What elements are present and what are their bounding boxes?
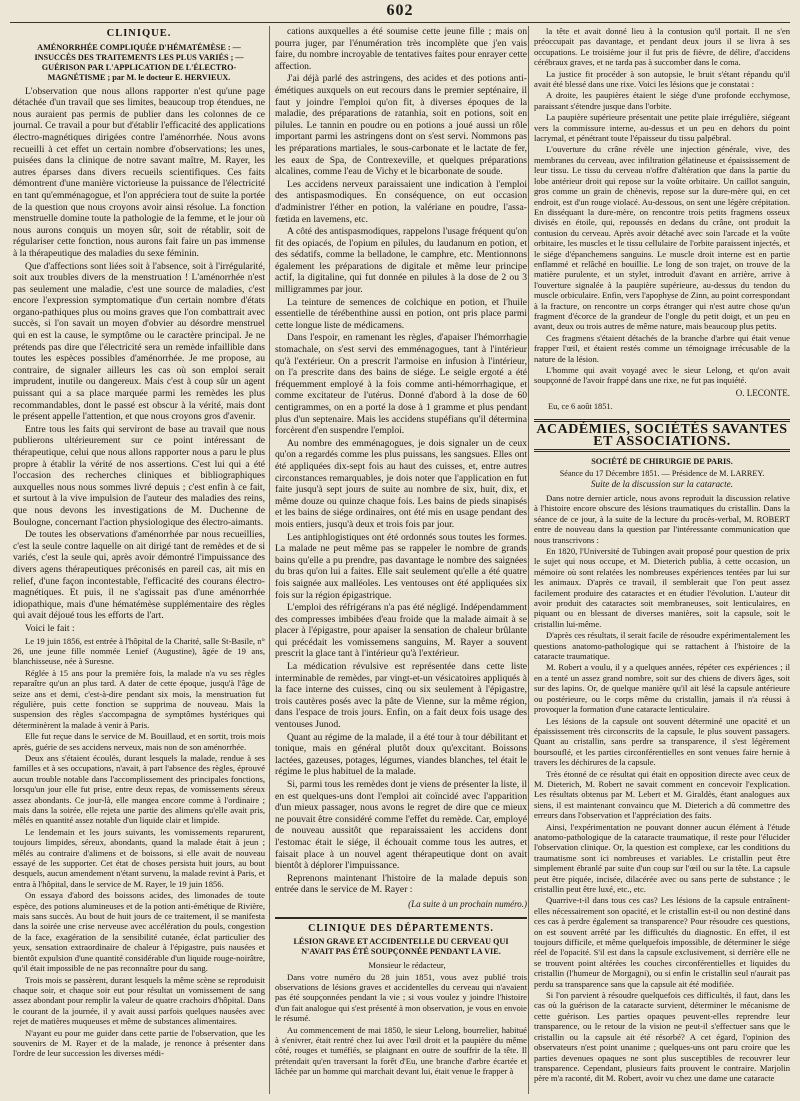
paragraph: Voici le fait : <box>25 622 75 634</box>
paragraph: On essaya d'abord des boissons acides, des limonades de toute espèce, des potions alumineuses et de la potion anti-émétique de Rivière, mais sans succès. Au bout de huit jours de ce traitement, il se manifesta dans la soirée une crise nerveuse avec accélération du pouls, congestion de la face, exagération de la sensibilité cutanée, éclat particulier des yeux, sensation extraordinaire de chaleur à l'épigastre, puis nausées et bientôt expulsion d'une quantité considérable d'un liquide rouge-noirâtre, qu'il était impossible de ne pas reconnaître pour du sang. <box>13 890 265 974</box>
paragraph: L'homme qui avait voyagé avec le sieur Lelong, et qu'on avait soupçonné de l'avoir frappé dans une rixe, ne fut pas inquiété. <box>534 365 790 386</box>
section-rule <box>275 917 527 919</box>
paragraph: Les accidens nerveux paraissaient une indication à l'emploi des antispasmodiques. En conséquence, on eut occasion d'administrer l'éther en potion, la valériane en poudre, l'assa-fœtida en lavemens, etc. <box>275 178 527 225</box>
paragraph: En 1820, l'Université de Tubingen avait proposé pour question de prix le sujet qui nous occupe, et M. Dieterich publia, à cette occasion, un mémoire où sont relatées les nombreuses expériences tentées par lui sur les animaux. D'après ce travail, il semblerait que l'on peut assez facilement produire des cataractes et en étudier l'évolution. L'auteur dit avoir produit des cataractes soit membraneuses, soit lenticulaires, en piquant ou en blessant de diverses manières, soit la capsule, soit le cristallin lui-même. <box>534 546 790 629</box>
paragraph: Ainsi, l'expérimentation ne pouvant donner aucun élément à l'étude anatomo-pathologique de la cataracte traumatique, il reste pour l'élucider l'observation clinique. Or, la question est complexe, car les conditions du traumatisme sont ici nombreuses et variables. Le cristallin peut être simplement ébranlé par suite d'un coup sur l'œil ou sur la tête. La capsule peut être piquée, incisée, dilacérée avec ou sans perte de substance ; le cristallin peut être luxé, etc., etc. <box>534 821 790 894</box>
discussion-subtitle: Suite de la discussion sur la cataracte. <box>590 479 734 490</box>
article-body <box>13 86 265 635</box>
column-3 <box>534 26 790 1094</box>
paragraph: La justice fit procéder à son autopsie, le bruit s'étant répandu qu'il avait été blessé dans une rixe. Voici les lésions que je constatai : <box>534 68 790 90</box>
paragraph: La teinture de semences de colchique en potion, et l'huile essentielle de térébenthine aussi en potion, ont pris place parmi cette longue liste de médicamens. <box>275 296 527 331</box>
paragraph: Trois mois se passèrent, durant lesquels la même scène se reproduisit chaque soir, et chaque soir eut pour résultat un vomissement de sang assez abondant pour remplir la valeur de quatre crachoirs d'hôpital. Dans le courant de la journée, il y avait aussi parfois quelques nausées avec rejet de matières muqueuses et même de substances alimentaires. <box>13 974 265 1027</box>
paragraph: Au commencement de mai 1850, le sieur Lelong, bourrelier, habitué à s'enivrer, était rentré chez lui avec l'œil droit et la paupière du même côté, rouges et tuméfiés, se plaignant en outre de souffrir de la tête. Il prétendait qu'en traversant la forêt d'Eu, une branche d'arbre écartée et lâchée par un homme qui marchait devant lui, était venue le frapper à <box>275 1024 527 1077</box>
paragraph: Que d'affections sont liées soit à l'absence, soit à l'irrégularité, soit aux troubles divers de la menstruation ! L'aménorrhée n'est pas seulement une maladie, c'est une source de maladies, c'est encore l'expression symptomatique d'un certain nombre d'états organo-pathiques plus ou moins graves que l'on combattrait avec succès, si l'on savait un moyen d'obvier au désordre menstruel qui en est la cause, le symptôme ou le caractère principal. Je ne prétends pas dire que l'électricité sera un remède infaillible dans toutes les espèces possibles d'aménorrhée. Je me propose, au contraire, de signaler ailleurs les cas où son emploi serait imprudent, inutile ou dangereux. Mais c'est à coup sûr un agent puissant qui a sa place marquée parmi les remèdes les plus recommandables, dont le passé est obscur à la vérité, mais dont le présent appelle l'attention, et que nous croyons gros d'avenir. <box>13 260 265 423</box>
paragraph: Réglée à 15 ans pour la première fois, la malade n'a vu ses règles reparaître qu'un an plus tard. A dater de cette époque, jusqu'à l'âge de seize ans et demi, c'est-à-dire pendant six mois, la menstruation fut régulière, puis cette fonction se supprima de nouveau. Mais la suspension des règles s'accompagna de symptômes hystériques qui déterminèrent la malade à venir à Paris. <box>13 667 265 730</box>
paragraph: De toutes les observations d'aménorrhée par nous recueillies, c'est la seule contre laquelle on ait dirigé tant de remèdes et de si variés, c'est la seule qui, après avoir démontré l'impuissance des divers agens thérapeutiques préconisés en pareil cas, ait mis en relief, d'une façon incontestable, l'efficacité des courans électro-magnétiques. Et puis, il ne s'agissait pas d'une aménorrhée idiopathique, mais d'une hématémèse supplémentaire des règles qui avait déjoué tous les efforts de l'art. <box>13 529 265 622</box>
paragraph: La paupière supérieure présentait une petite plaie irrégulière, siégeant vers la commissure interne, au-dessus et un peu en dehors du point lacrymal, et pénétrant toute l'épaisseur du tissu palpébral. <box>534 112 790 144</box>
paragraph: Le lendemain et les jours suivants, les vomissements reparurent, toujours limpides, séreux, abondants, quand la malade était à jeun ; mêlés au contraire d'alimens et de boissons, si elle avait de nouveau essayé de les supporter. Cet état de choses persista huit jours, au bout desquels, aucun amendement n'étant survenu, la malade revint à Paris, et entra à l'hôpital, dans le service de M. Rayer, le 19 juin 1856. <box>13 826 265 889</box>
paragraph: L'ouverture du crâne révèle une injection générale, vive, des membranes du cerveau, avec infiltration gélatineuse et épaississement de leur tissu. Le tissu du cerveau n'offre d'altération que dans la partie du lobe antérieur droit qui repose sur la voûte orbitaire. Un caillot sanguin, gros comme un grain de chènevis, repose sur la dure-mère qui, en cet endroit, est d'un rouge violacé. Au-dessous, on sent une légère crépitation. En disséquant la dure-mère, on rencontre trois petits fragmens osseux divisés en étoile, qui, repoussés en dedans du crâne, ont produit la contusion du cerveau. Après avoir détaché avec soin l'arcade et la voûte orbitaire, les muscles et le tissu cellulaire de l'orbite paraissent injectés, et le siége d'épanchemens sanguins. Le muscle droit interne est en partie enflammé et relâché en bouillie. Le long de son trajet, on trouve de la matière purulente, et un stylet, introduit d'avant en arrière, arrive à l'ouverture signalée à la paupière supérieure, au-dessus du tendon du muscle orbiculaire. Enfin, vers l'apophyse de Zinn, au point correspondant à la fracture, on rencontre un corps étranger qui n'est autre chose qu'un fragment d'écorce de la grandeur de l'ongle du petit doigt, et un peu en avant, deux ou trois autres de même nature, mais beaucoup plus petits. <box>534 144 790 332</box>
paragraph: Dans votre numéro du 28 juin 1851, vous avez publié trois observations de lésions graves et accidentelles du cerveau qui n'avaient pas été soupçonnées pendant la vie ; si vous voulez y joindre l'histoire d'un fait analogue qui s'est présenté à mon observation, je vous en envoie le résumé. <box>275 971 527 1024</box>
paragraph: Très étonné de ce résultat qui était en opposition directe avec ceux de M. Dieterich, M. Robert ne savait comment en concevoir l'explication. Les résultats obtenus par M. Lebert et M. Giraldès, étant analogues aux siens, il est maintenant convaincu que M. Dieterich a dû commettre des erreurs dans l'observation et l'appréciation des faits. <box>534 768 790 821</box>
column-2 <box>275 26 527 1094</box>
paragraph: la tête et avait donné lieu à la contusion qu'il portait. Il ne s'en préoccupait pas davantage, et pendant deux jours il se livra à ses occupations. Le troisième jour il fut pris de fièvre, de délire, d'accidens cérébraux graves, et ne tarda pas à succomber dans le coma. <box>534 26 790 68</box>
paragraph: Les lésions de la capsule ont souvent déterminé une opacité et un épaississement très circonscrits de la capsule, le plus souvent passagers. Quant au cristallin, sans perdre sa transparence, il s'est légèrement boursouflé, et les parties circonférentielles en sont venues faire hernie à travers les déchirures de la capsule. <box>534 715 790 768</box>
article-title-2: LÉSION GRAVE ET ACCIDENTELLE DU CERVEAU QUI N'AVAIT PAS ÉTÉ SOUPÇONNÉE PENDANT LA VIE. <box>293 937 509 957</box>
paragraph: Les antiphlogistiques ont été ordonnés sous toutes les formes. La malade ne peut même pas se rappeler le nombre de grands bains qu'elle a pu prendre, pas davantage le nombre des saignées du bras qu'on lui a faites. Elle sait seulement qu'elle a été quatre fois saignée aux malléoles. Les ventouses ont été appliquées six fois sur la région épigastrique. <box>275 531 527 601</box>
continued-note: (La suite à un prochain numéro.) <box>408 898 527 909</box>
column-divider <box>528 26 529 1094</box>
paragraph: Reprenons maintenant l'histoire de la malade depuis son entrée dans le service de M. Rayer : <box>275 872 527 896</box>
paragraph: D'après ces résultats, il serait facile de résoudre expérimentalement les questions anatomo-pathologique qui se rattachent à l'histoire de la cataracte traumatique. <box>534 630 790 662</box>
paragraph: Dans l'espoir, en ramenant les règles, d'apaiser l'hémorrhagie stomachale, on s'est servi des emménagogues, tant à l'intérieur qu'à l'extérieur. On a prescrit l'armoise en infusion à l'intérieur, on l'a prescrite dans des bains de siége. Le seigle ergoté a été fréquemment employé à la fois comme anti-hémorrhagique, et comme excitateur de l'utérus. Donné d'abord à la dose de 60 centigrammes, on en a porté la dose à 1 gramme et plus pendant plus d'un septenaire. Mais les accidens stupéfians qu'il détermina forcèrent d'en suspendre l'emploi. <box>275 332 527 437</box>
signature: O. LECONTE. <box>735 387 790 398</box>
letter-body-continued <box>534 26 790 386</box>
society-report <box>534 493 790 1084</box>
paragraph: Si l'on parvient à résoudre quelquefois ces difficultés, il faut, dans les cas où la guérison de la cataracte survient, déterminer le mécanisme de cette guérison. Les parties opaques peuvent-elles reprendre leur transparence, ou le retour de la vision ne peut-il s'effectuer sans que le cristallin ou la capsule ait été résorbé? A cet égard, l'opinion des observateurs n'est point unanime ; quelques-uns ont paru croire que les parties devenues opaques ne sont plus susceptibles de recouvrer leur transparence. Cependant, plusieurs faits prouvent le contraire. Marjolin père m'a raconté, dit M. Robert, avoir vu chez une dame une cataracte <box>534 990 790 1084</box>
paragraph: cations auxquelles a été soumise cette jeune fille ; mais on pourra juger, par l'énumération très incomplète que j'en vais faire, du nombre incroyable de tentatives faites pour enrayer cette affection. <box>275 26 527 72</box>
society-name: SOCIÉTÉ DE CHIRURGIE DE PARIS. <box>591 457 733 467</box>
section-heading-departements: CLINIQUE DES DÉPARTEMENTS. <box>308 922 494 934</box>
page-number: 602 <box>386 2 414 19</box>
paragraph: A côté des antispasmodiques, rappelons l'usage fréquent qu'on fit des opiacés, de l'opium en pilules, du laudanum en potion, et des sédatifs, comme la belladone, le camphre, etc. Mentionnons également les préparations de digitale et même leur principe actif, la digitaline, qui fut donnée en pilules à la dose de 2 ou 3 milligrammes par jour. <box>275 226 527 296</box>
paragraph: Dans notre dernier article, nous avons reproduit la discussion relative à l'histoire encore obscure des lésions traumatiques du cristallin. Dans la séance de ce jour, à la suite de la lecture du procès-verbal, M. ROBERT entre de nouveau dans la question par l'intéressante communication que nous transcrivons : <box>534 492 790 545</box>
salutation: Monsieur le rédacteur, <box>368 960 446 971</box>
article-body-continued <box>275 26 527 896</box>
paragraph: Quarrive-t-il dans tous ces cas? Les lésions de la capsule entraînent-elles nécessairement son opacité, et le cristallin est-il ou non destiné dans ces cas à perdre également sa transparence? Pour résoudre ces questions, on est souvent arrêté par les difficultés du diagnostic. En effet, il est toujours difficile, et même quelquefois impossible, de déterminer le siége réel de l'opacité. S'il est dans la capsule exclusivement, si derrière elle ne se trouvent point altérées les couches circonférentielles et liquides du cristallin (l'humeur de Morgagni), ou si enfin le cristallin seul n'aurait pas perdu sa transparence sans que la capsule ait été modifiée. <box>534 895 790 989</box>
paragraph: La médication révulsive est représentée dans cette liste interminable de remèdes, par vingt-et-un vésicatoires appliqués à la face interne des cuisses, cinq ou six seulement à l'épigastre, trois cautères posés avec la pâte de Vienne, sur la même région, dans l'espace de trois jours. Enfin, on a fait deux fois usage des ventouses Junod. <box>275 661 527 731</box>
paragraph: L'emploi des réfrigérans n'a pas été négligé. Indépendamment des compresses imbibées d'eau froide que la malade aimait à se placer à l'épigastre, pour apaiser la sensation de chaleur brûlante qui précédait les vomissemens sanguins, M. Rayer a souvent prescrit la glace tant à l'intérieur qu'à l'extérieur. <box>275 602 527 660</box>
section-heading-clinique: CLINIQUE. <box>106 28 172 39</box>
paragraph: L'observation que nous allons rapporter n'est qu'une page détachée d'un travail que ses limites, beaucoup trop étendues, ne nous auraient pas permis de publier dans les colonnes de ce journal. Ce travail a pour but d'établir l'efficacité des applications électro-magnétiques dirigées contre l'aménorrhée. Nous avons recueilli à cet effet un certain nombre d'observations; les unes, puisées dans la clinique de notre savant maître, M. Rayer, les autres éparses dans divers recueils scientifiques. Ces faits démontrent d'une manière victorieuse la puissance de l'électricité en tant qu'emménagogue, et l'on appréciera tout de suite la portée de la question que nous croyons avoir ainsi résolue. La fonction menstruelle domine toute la pathologie de la femme, et le jour où nous aurons conquis un moyen sûr, soit de rétablir, soit de régulariser cette fonction, nous aurons fait faire un pas immense à la thérapeutique des maladies du sexe féminin. <box>13 85 265 259</box>
paragraph: Le 19 juin 1856, est entrée à l'hôpital de la Charité, salle St-Basile, n° 26, une jeune fille nommée Lenief (Augustine), âgée de 19 ans, blanchisseuse, née à Suresne. <box>13 635 265 667</box>
column-1 <box>13 26 265 1094</box>
session-line: Séance du 17 Décembre 1851. — Présidence de M. LARREY. <box>559 468 765 478</box>
article-title: AMÉNORRHÉE COMPLIQUÉE D'HÉMATÉMÈSE : — INSUCCÈS DES TRAITEMENTS LES PLUS VARIÉS ; — GUÉRISON PAR L'APPLICATION DE L'ÉLECTRO-MAGNÉTISME ; par M. le docteur E. HERVIEUX. <box>34 42 244 82</box>
section-heading-academies: ACADÉMIES, SOCIÉTÉS SAVANTES ET ASSOCIATIONS. <box>534 419 790 452</box>
paragraph: N'ayant eu pour me guider dans cette partie de l'observation, que les souvenirs de M. Rayer et de la malade, je renonce à présenter dans l'ordre de leur succession les diverses médi- <box>13 1027 265 1059</box>
paragraph: M. Robert a voulu, il y a quelques années, répéter ces expériences ; il en a tenté un assez grand nombre, soit sur des chiens de divers âges, soit sur des lapins. Or, de quelque manière qu'il ait lésé la capsule antérieure ou postérieure, ou le corps même du cristallin, jamais il n'a réussi à provoquer la formation d'une cataracte lenticulaire. <box>534 662 790 715</box>
paragraph: Quant au régime de la malade, il a été tour à tour débilitant et tonique, mais en général plutôt doux qu'excitant. Boissons lactées, gazeuses, potages, légumes, viandes blanches, tel était le régime le plus habituel de la malade. <box>275 731 527 778</box>
letter-body <box>275 972 527 1077</box>
header-rule <box>10 22 790 23</box>
column-divider <box>269 26 270 1094</box>
letter-date: Eu, ce 6 août 1851. <box>548 402 613 412</box>
paragraph: J'ai déjà parlé des astringens, des acides et des potions anti-émétiques auxquels on eut recours dans le premier septénaire, il faut y joindre l'emploi qu'on fit, à diverses époques de la maladie, des préparations de ratanhia, soit en potions, soit en pilules. Le tannin en poudre ou en potions a joué aussi un rôle important parmi les astringens dont on s'est servi. Nommons pas les préparations martiales, le sous-carbonate et le lactate de fer, les eaux de Spa, de Contrexeville, et quelques préparations alcalines, comme l'eau de Vichy et le bicarbonate de soude. <box>275 73 527 178</box>
paragraph: Ces fragmens s'étaient détachés de la branche d'arbre qui était venue frapper l'œil, et étaient restés comme un témoignage irrécusable de la nature de la lésion. <box>534 332 790 364</box>
paragraph: Au nombre des emménagogues, je dois signaler un de ceux qu'on a regardés comme les plus puissans, les sangsues. Elles ont été appliquées dix-sept fois au haut des cuisses, et, entre autres circonstances remarquables, je dois noter que l'application en fut faite jusqu'à sept jours de suite au nombre de six, huit, dix, et même douze ou quinze chaque fois. Les bains de pieds sinapisés et les bains de siége ordinaires, ont été mis en usage pendant des mois entiers, jusqu'à deux et trois fois par jour. <box>275 437 527 530</box>
paragraph: Deux ans s'étaient écoulés, durant lesquels la malade, rendue à ses familles et à ses occupations, n'avait, à part l'absence des règles, éprouvé aucun trouble notable dans l'accomplissement des principales fonctions, lorsqu'un jour elle fut prise, entre deux repas, de vomissements séreux assez abondants. Ce jour-là, elle mangea encore comme à l'ordinaire ; mais dans la soirée, elle rejeta une partie des alimens qu'elle avait pris, mêlés en quantité assez notable d'un liquide clair et limpide. <box>13 752 265 826</box>
paragraph: Entre tous les faits qui serviront de base au travail que nous publierons ultérieurement sur ce point intéressant de thérapeutique, celui que nous allons rapporter nous a paru le plus propre à établir la vérité de nos assertions. C'est lui qui a été l'occasion des recherches cliniques et bibliographiques auxquelles nous nous sommes livré depuis ; c'est enfin à ce fait, et surtout à la vive impulsion de l'auteur des maladies des reins, que nous devons les investigations de M. Duchenne de Boulogne, concernant l'action physiologique des électro-aimants. <box>13 423 265 528</box>
case-report <box>13 636 265 1059</box>
paragraph: Si, parmi tous les remèdes dont je viens de présenter la liste, il en est quelques-uns dont l'emploi ait coïncidé avec l'apparition d'un mieux passager, nous avons le regret de dire que ce mieux ne pouvait être considéré comme l'effet du remède. Car, employé de nouveau aussitôt que reparaissaient les accidens dont l'estomac était le siége, il échouait comme tous les autres, et faisait place à un nouvel agent thérapeutique dont on avait bientôt à déplorer l'impuissance. <box>275 779 527 872</box>
paragraph: A droite, les paupières étaient le siége d'une profonde ecchymose, paraissant s'étendre jusque dans l'orbite. <box>534 90 790 111</box>
paragraph: Elle fut reçue dans le service de M. Bouillaud, et en sortit, trois mois après, guérie de ses accidens nerveux, mais non de son aménorrhée. <box>13 731 265 752</box>
